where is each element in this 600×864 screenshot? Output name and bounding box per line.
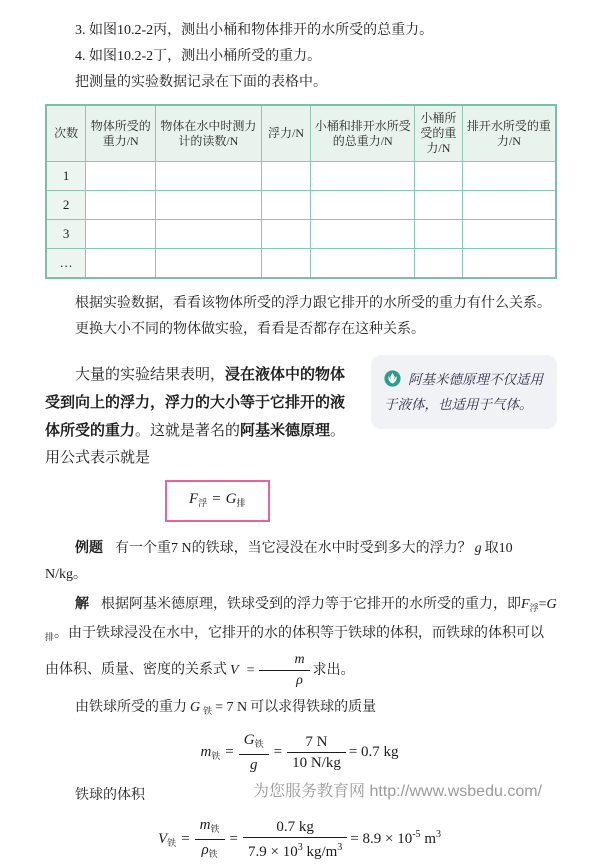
fraction-denominator bbox=[239, 754, 269, 775]
value-run: = 7 N bbox=[215, 700, 248, 715]
principle-statement-bold: 浸在液体中的物体受到向上的浮力，浮力的大小等于它排开的液体所受的重力 bbox=[45, 366, 346, 439]
empty-cell bbox=[462, 162, 556, 191]
empty-cell bbox=[462, 191, 556, 220]
empty-cell bbox=[86, 249, 156, 279]
fraction-numerator bbox=[259, 650, 309, 670]
table-header-row bbox=[46, 105, 556, 162]
empty-cell bbox=[311, 162, 415, 191]
empty-cell bbox=[462, 220, 556, 249]
unit-run: m bbox=[420, 830, 436, 847]
subscript-iron: 铁 bbox=[208, 849, 218, 859]
fraction-m-over-rho bbox=[195, 815, 225, 864]
fraction-denominator bbox=[243, 837, 347, 862]
value-run: 7.9 × 10 bbox=[247, 844, 298, 860]
text-run: 由铁球所受的重力 bbox=[75, 700, 187, 715]
subscript-float: 浮 bbox=[198, 498, 208, 508]
text-run: 大量的实验结果表明， bbox=[75, 367, 226, 383]
weight-symbol: G bbox=[546, 597, 557, 612]
empty-cell bbox=[462, 249, 556, 279]
text-run: 。这就是著名的 bbox=[135, 423, 241, 439]
empty-cell bbox=[156, 220, 262, 249]
empty-cell bbox=[86, 220, 156, 249]
col-header-buoyancy: 浮力/N bbox=[261, 105, 311, 162]
lotus-badge-icon bbox=[384, 370, 401, 387]
exponent: 3 bbox=[297, 842, 303, 853]
exponent: 3 bbox=[337, 842, 343, 853]
equals-sign: = bbox=[212, 491, 221, 507]
archimedes-formula-box bbox=[165, 480, 270, 522]
equals-sign: = bbox=[246, 662, 255, 678]
fraction-numerator bbox=[239, 730, 269, 754]
text-run: 求出。 bbox=[312, 662, 355, 678]
text-run: 可以求得铁球的质量 bbox=[250, 700, 377, 715]
gravity-constant-symbol: g bbox=[249, 757, 258, 773]
subscript-iron: 铁 bbox=[211, 750, 221, 761]
example-paragraph bbox=[45, 534, 557, 588]
empty-cell bbox=[311, 220, 415, 249]
col-header-displaced-water-weight: 排开水所受的重力/N bbox=[462, 105, 556, 162]
force-symbol: F bbox=[521, 597, 530, 612]
table-row bbox=[46, 162, 556, 191]
empty-cell bbox=[86, 162, 156, 191]
col-header-bucket-plus-water-weight: 小桶和排开水所受的总重力/N bbox=[311, 105, 415, 162]
subscript-float: 浮 bbox=[529, 603, 539, 613]
margin-note-text: 阿基米德原理不仅适用于液体，也适用于气体。 bbox=[384, 372, 543, 412]
mass-symbol: m bbox=[200, 743, 212, 760]
empty-cell bbox=[414, 162, 462, 191]
record-instruction: 把测量的实验数据记录在下面的表格中。 bbox=[75, 75, 327, 90]
value-run: = 8.9 × 10 bbox=[350, 830, 413, 847]
equals-sign: = bbox=[181, 830, 190, 847]
empty-cell bbox=[311, 249, 415, 279]
fraction-G-over-g bbox=[239, 730, 269, 775]
density-symbol: ρ bbox=[296, 673, 303, 688]
empty-cell bbox=[261, 191, 311, 220]
footer-watermark: 为您服务教育网 http://www.wsbedu.com/ bbox=[253, 783, 542, 800]
solution-paragraph bbox=[45, 590, 557, 691]
inline-fraction-m-over-rho bbox=[259, 650, 309, 691]
empty-cell bbox=[414, 220, 462, 249]
empty-cell bbox=[311, 191, 415, 220]
col-header-object-weight: 物体所受的重力/N bbox=[86, 105, 156, 162]
result-value: = 0.7 kg bbox=[348, 743, 399, 760]
subscript-iron: 铁 bbox=[210, 824, 220, 834]
weight-symbol: G bbox=[190, 700, 201, 715]
fraction-kg-over-density bbox=[243, 817, 347, 862]
mass-lead-line bbox=[75, 695, 557, 724]
empty-cell bbox=[414, 191, 462, 220]
row-label: 3 bbox=[46, 220, 86, 249]
fraction-denominator: 10 N/kg bbox=[287, 752, 346, 773]
force-symbol: F bbox=[189, 491, 199, 507]
exponent: 3 bbox=[435, 828, 441, 840]
fraction-denominator bbox=[259, 670, 309, 691]
gravity-constant-symbol: g bbox=[474, 541, 482, 556]
empty-cell bbox=[261, 249, 311, 279]
volume-symbol: V bbox=[158, 830, 168, 847]
experiment-steps bbox=[45, 18, 557, 96]
col-header-trial: 次数 bbox=[46, 105, 86, 162]
step-4: 4. 如图10.2-2丁，测出小桶所受的重力。 bbox=[75, 49, 322, 64]
row-label: 1 bbox=[46, 162, 86, 191]
fraction-numerator bbox=[195, 815, 225, 839]
solution-label: 解 bbox=[75, 595, 89, 611]
principle-name-bold: 阿基米德原理 bbox=[240, 422, 331, 439]
empty-cell bbox=[414, 249, 462, 279]
empty-cell bbox=[156, 191, 262, 220]
exponent: -5 bbox=[412, 828, 421, 840]
equals-sign: = bbox=[538, 597, 547, 612]
empty-cell bbox=[261, 220, 311, 249]
principle-section bbox=[45, 361, 557, 522]
text-run: 。由于铁球浸没在水中，它排开的水的体积等于铁球的体积，而铁球的体积可以由体积、质量、密度的关系式 bbox=[45, 626, 545, 678]
density-symbol: ρ bbox=[201, 842, 209, 858]
equals-sign: = bbox=[273, 743, 283, 760]
fraction-7N-over-10Nkg bbox=[287, 732, 346, 773]
volume-formula bbox=[45, 815, 557, 864]
subscript-displaced: 排 bbox=[236, 498, 246, 508]
text-run: 有一个重7 N的铁球，当它浸没在水中时受到多大的浮力？ bbox=[115, 541, 472, 556]
result-value bbox=[350, 828, 441, 847]
mass-formula bbox=[45, 730, 557, 775]
table-row bbox=[46, 220, 556, 249]
subscript-iron: 铁 bbox=[167, 837, 177, 848]
text-run: 。用公式表示就是 bbox=[45, 423, 346, 466]
text-run: 取10 N/kg。 bbox=[45, 541, 513, 582]
example-label: 例题 bbox=[75, 539, 103, 555]
row-label: … bbox=[46, 249, 86, 279]
volume-heading: 铁球的体积 bbox=[75, 788, 145, 803]
analysis-paragraph: 根据实验数据，看看该物体所受的浮力跟它排开的水所受的重力有什么关系。更换大小不同的物体做实验，看看是否都存在这种关系。 bbox=[75, 296, 551, 337]
equals-sign: = bbox=[229, 830, 238, 847]
weight-symbol: G bbox=[243, 732, 255, 748]
empty-cell bbox=[261, 162, 311, 191]
unit-run: kg/m bbox=[302, 844, 338, 860]
mass-symbol: m bbox=[294, 652, 305, 667]
empty-cell bbox=[86, 191, 156, 220]
text-run: 根据阿基米德原理，铁球受到的浮力等于它排开的水所受的重力，即 bbox=[101, 597, 521, 612]
subscript-iron: 铁 bbox=[203, 706, 213, 716]
fraction-numerator: 0.7 kg bbox=[276, 819, 314, 835]
margin-note bbox=[371, 355, 557, 429]
fraction-numerator: 7 N bbox=[305, 734, 328, 750]
row-label: 2 bbox=[46, 191, 86, 220]
experiment-data-table bbox=[45, 104, 557, 279]
step-3: 3. 如图10.2-2丙，测出小桶和物体排开的水所受的总重力。 bbox=[75, 23, 434, 38]
fraction-denominator bbox=[195, 839, 225, 864]
subscript-iron: 铁 bbox=[254, 739, 264, 749]
empty-cell bbox=[156, 249, 262, 279]
table-row bbox=[46, 191, 556, 220]
volume-symbol: V bbox=[230, 662, 239, 678]
equals-sign: = bbox=[225, 743, 234, 760]
table-row bbox=[46, 249, 556, 279]
empty-cell bbox=[156, 162, 262, 191]
col-header-scale-reading: 物体在水中时测力计的读数/N bbox=[156, 105, 262, 162]
subscript-displaced: 排 bbox=[45, 632, 55, 642]
col-header-bucket-weight: 小桶所受的重力/N bbox=[414, 105, 462, 162]
weight-symbol: G bbox=[225, 491, 237, 507]
mass-symbol: m bbox=[199, 817, 211, 833]
